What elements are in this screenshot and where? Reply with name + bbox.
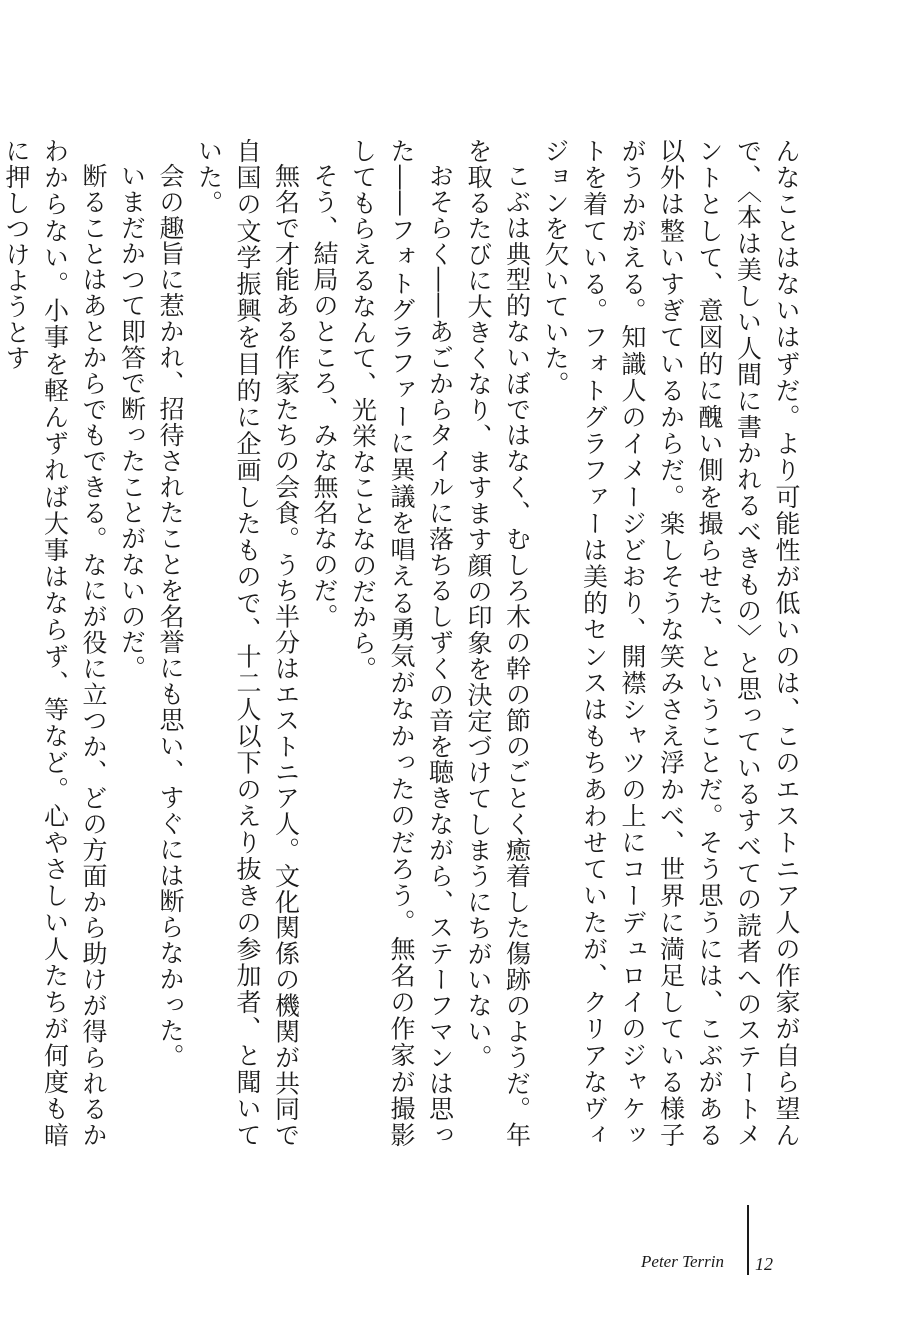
paragraph-6: 会の趣旨に惹かれ、招待されたことを名誉にも思い、すぐには断らなかった。 bbox=[156, 163, 185, 1070]
paragraph-7: いまだかつて即答で断ったことがないのだ。 bbox=[117, 163, 147, 681]
paragraph-4: そう、結局のところ、みな無名なのだ。 bbox=[310, 163, 339, 630]
body-text bbox=[2, 138, 805, 1148]
footer-divider bbox=[747, 1205, 749, 1275]
paragraph-5: 無名で才能ある作家たちの会食。うち半分はエストニア人。文化関係の機関が共同で自国の文学振興を目的に企画したもので、十二人以下のえり抜きの参加者、と聞いていた。 bbox=[194, 138, 301, 1148]
paragraph-8: 断ることはあとからでもできる。なにが役に立つか、どの方面から助けが得られるかわからない。小事を軽んずれば大事はならず、等など。心やさしい人たちが何度も暗に押しつけようとす bbox=[2, 138, 108, 1148]
paragraph-1: んなことはないはずだ。より可能性が低いのは、このエストニア人の作家が自ら望んで、〈本は美しい人間に書かれるべきもの〉と思っているすべての読者へのステートメントとして、意図的に醜い側を撮らせた、ということだ。そう思うには、こぶがある以外は整いすぎているからだ。楽しそうな笑みさえ浮かべ、世界に満足している様子がうかがえる。知識人のイメージどおり、開襟シャツの上にコーデュロイのジャケットを着ている。フォトグラファーは美的センスはもちあわせていたが、クリアなヴィジョンを欠いていた。 bbox=[541, 138, 801, 1148]
running-footer-author: Peter Terrin bbox=[641, 1252, 724, 1271]
paragraph-3: おそらく――あごからタイルに落ちるしずくの音を聴きながら、ステーフマンは思った――フォトグラファーに異議を唱える勇気がなかったのだろう。無名の作家が撮影してもらえるなんて、光栄なことなのだから。 bbox=[348, 138, 455, 1148]
page-footer bbox=[641, 1205, 820, 1275]
paragraph-2: こぶは典型的ないぼではなく、むしろ木の幹の節のごとく癒着した傷跡のようだ。年を取るたびに大きくなり、ますます顔の印象を決定づけてしまうにちがいない。 bbox=[464, 138, 532, 1148]
page-number: 12 bbox=[755, 1254, 773, 1274]
